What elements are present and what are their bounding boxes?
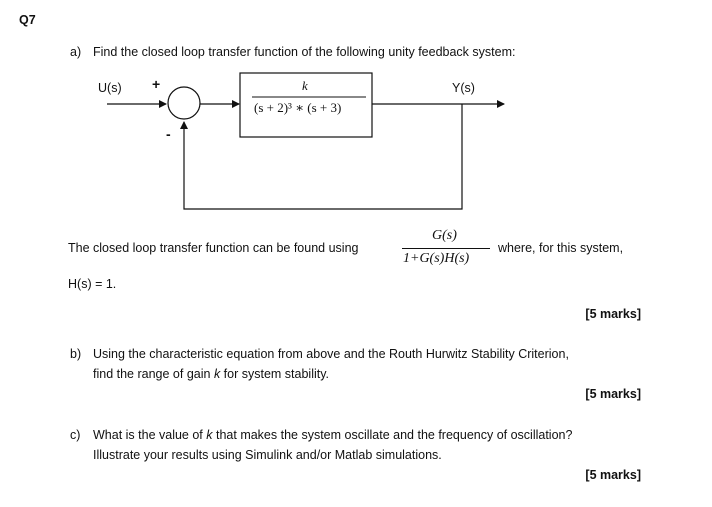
minus-sign: - (166, 126, 171, 142)
part-c-gain-var: k (206, 428, 213, 442)
part-a-marks: [5 marks] (585, 307, 641, 321)
part-c-line1-prefix: What is the value of (93, 428, 203, 442)
part-b-gain-var: k (213, 367, 221, 381)
part-c-line2: Illustrate your results using Simulink and/or Matlab simulations. (93, 448, 442, 462)
part-b-marks: [5 marks] (585, 387, 641, 401)
plus-sign: + (152, 76, 161, 92)
formula-numerator: G(s) (432, 228, 457, 243)
part-a-text: Find the closed loop transfer function of the following unity feedback system: (93, 45, 516, 59)
explanation-suffix: where, for this system, (498, 241, 624, 255)
formula-fraction-bar (402, 248, 490, 249)
part-a-label: a) (70, 45, 82, 59)
part-b-line2-suffix: for system stability. (223, 367, 330, 381)
summing-junction (168, 87, 200, 119)
output-label: Y(s) (452, 81, 475, 95)
part-c-label: c) (70, 428, 81, 442)
block-denominator: (s + 2)³ ∗ (s + 3) (254, 100, 342, 115)
part-c-line1-suffix: that makes the system oscillate and the frequency of oscillation? (216, 428, 573, 442)
input-label: U(s) (98, 81, 122, 95)
part-c-line1 (93, 428, 572, 442)
part-b-line1: Using the characteristic equation from above and the Routh Hurwitz Stability Criterion, (93, 347, 569, 361)
part-b-line2 (93, 367, 329, 381)
part-b-line2-prefix: find the range of gain (93, 367, 211, 381)
part-c-marks: [5 marks] (585, 468, 641, 482)
explanation-continuation: H(s) = 1. (68, 277, 117, 291)
formula-denominator: 1+G(s)H(s) (403, 251, 470, 266)
question-number: Q7 (19, 13, 36, 27)
part-b-label: b) (70, 347, 82, 361)
explanation-prefix: The closed loop transfer function can be found using (68, 241, 359, 255)
block-numerator: k (302, 78, 308, 93)
